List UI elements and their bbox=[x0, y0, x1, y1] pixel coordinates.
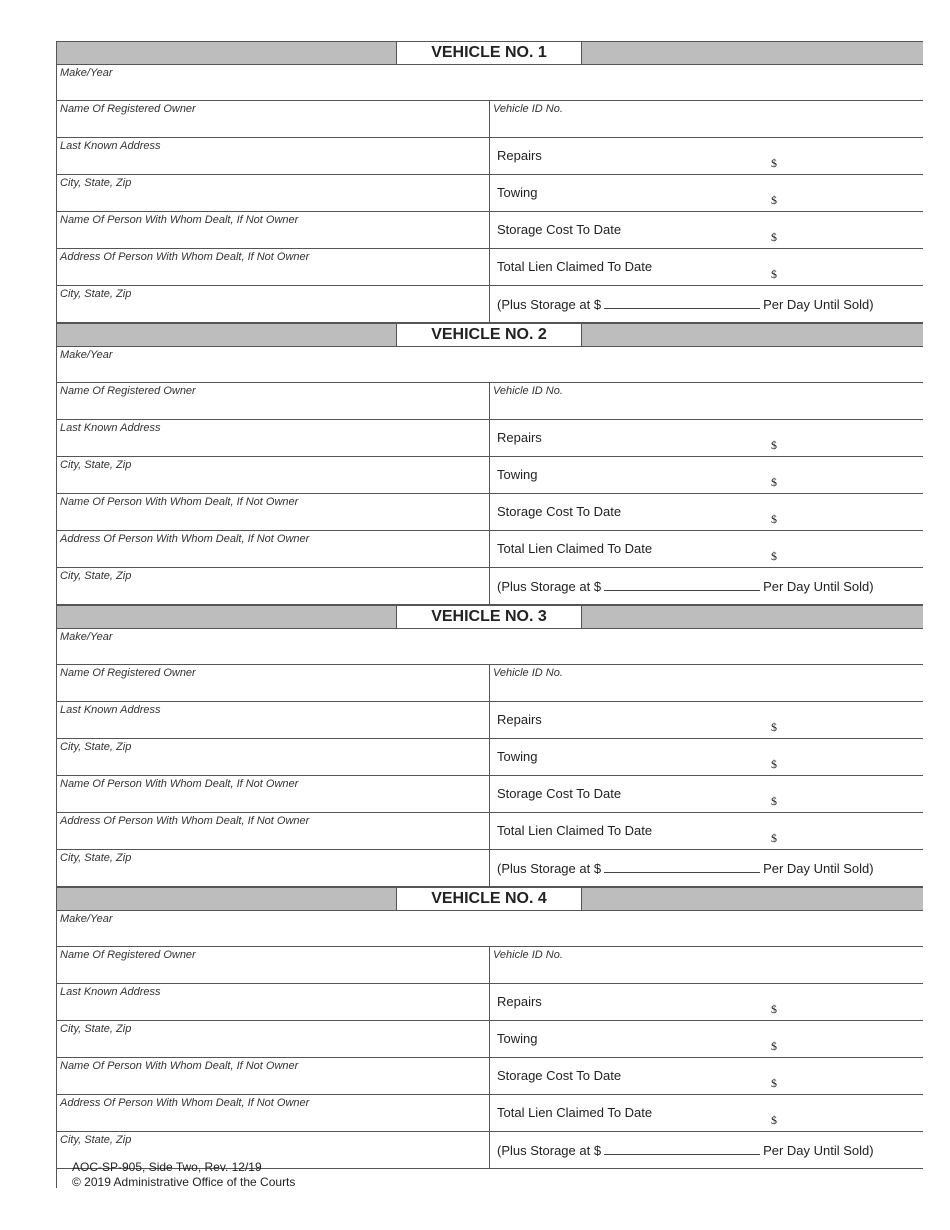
vehicle-header-bar bbox=[57, 41, 923, 65]
storage-cost-amount-field[interactable] bbox=[489, 776, 923, 812]
form-row bbox=[57, 249, 923, 286]
person-dealt-address-field[interactable] bbox=[57, 813, 489, 849]
plus-storage-suffix: Per Day Until Sold) bbox=[763, 1143, 874, 1158]
person-dealt-name-field[interactable] bbox=[57, 776, 489, 812]
vehicle-header-bar bbox=[57, 605, 923, 629]
total-lien-amount-field[interactable] bbox=[489, 531, 923, 567]
plus-storage-field bbox=[489, 1132, 923, 1168]
form-row bbox=[57, 175, 923, 212]
storage-cost-amount-field[interactable] bbox=[489, 1058, 923, 1094]
make-year-label: Make/Year bbox=[60, 913, 113, 925]
person-dealt-address-label: Address Of Person With Whom Dealt, If Not Owner bbox=[60, 1097, 310, 1109]
vehicle-id-field[interactable] bbox=[489, 947, 923, 983]
vehicle-title: VEHICLE NO. 2 bbox=[396, 324, 582, 346]
vehicle-id-label: Vehicle ID No. bbox=[493, 949, 563, 961]
last-known-address-label: Last Known Address bbox=[60, 140, 161, 152]
person-dealt-name-label: Name Of Person With Whom Dealt, If Not Owner bbox=[60, 1060, 299, 1072]
make-year-field[interactable] bbox=[57, 65, 923, 101]
person-dealt-name-label: Name Of Person With Whom Dealt, If Not Owner bbox=[60, 778, 299, 790]
person-dealt-address-label: Address Of Person With Whom Dealt, If Not Owner bbox=[60, 533, 310, 545]
person-dealt-address-field[interactable] bbox=[57, 249, 489, 285]
plus-storage-field bbox=[489, 286, 923, 322]
copyright: © 2019 Administrative Office of the Courts bbox=[72, 1175, 296, 1189]
person-dealt-address-field[interactable] bbox=[57, 531, 489, 567]
dollar-sign: $ bbox=[771, 1113, 777, 1127]
vehicle-title: VEHICLE NO. 4 bbox=[396, 888, 582, 910]
form-id: AOC-SP-905, Side Two, Rev. 12/19 bbox=[72, 1160, 262, 1174]
vehicle-id-label: Vehicle ID No. bbox=[493, 103, 563, 115]
owner-city-state-zip-label: City, State, Zip bbox=[60, 177, 132, 189]
plus-storage-text bbox=[497, 860, 874, 876]
plus-storage-prefix: (Plus Storage at $ bbox=[497, 579, 602, 594]
towing-label: Towing bbox=[497, 1031, 538, 1046]
dollar-sign: $ bbox=[771, 267, 777, 281]
dealt-city-state-zip-label: City, State, Zip bbox=[60, 288, 132, 300]
make-year-field[interactable] bbox=[57, 347, 923, 383]
vehicle-header-bar bbox=[57, 323, 923, 347]
person-dealt-name-field[interactable] bbox=[57, 212, 489, 248]
form-row bbox=[57, 739, 923, 776]
make-year-field[interactable] bbox=[57, 911, 923, 947]
storage-per-day-input[interactable] bbox=[604, 860, 760, 873]
plus-storage-text bbox=[497, 578, 874, 594]
storage-cost-amount-field[interactable] bbox=[489, 212, 923, 248]
storage-cost-amount-field[interactable] bbox=[489, 494, 923, 530]
form-row bbox=[57, 212, 923, 249]
form-row bbox=[57, 1021, 923, 1058]
total-lien-amount-field[interactable] bbox=[489, 813, 923, 849]
last-known-address-label: Last Known Address bbox=[60, 986, 161, 998]
plus-storage-field bbox=[489, 850, 923, 886]
dollar-sign: $ bbox=[771, 230, 777, 244]
make-year-label: Make/Year bbox=[60, 631, 113, 643]
storage-per-day-input[interactable] bbox=[604, 296, 760, 309]
person-dealt-address-label: Address Of Person With Whom Dealt, If Not Owner bbox=[60, 815, 310, 827]
form-row bbox=[57, 457, 923, 494]
make-year-label: Make/Year bbox=[60, 349, 113, 361]
plus-storage-text bbox=[497, 296, 874, 312]
total-lien-amount-field[interactable] bbox=[489, 1095, 923, 1131]
plus-storage-text bbox=[497, 1142, 874, 1158]
dollar-sign: $ bbox=[771, 794, 777, 808]
owner-city-state-zip-field[interactable] bbox=[57, 457, 489, 493]
form-row bbox=[57, 138, 923, 175]
form-row bbox=[57, 531, 923, 568]
storage-cost-label: Storage Cost To Date bbox=[497, 1068, 622, 1083]
plus-storage-suffix: Per Day Until Sold) bbox=[763, 297, 874, 312]
owner-name-label: Name Of Registered Owner bbox=[60, 949, 196, 961]
dollar-sign: $ bbox=[771, 549, 777, 563]
dollar-sign: $ bbox=[771, 720, 777, 734]
towing-label: Towing bbox=[497, 467, 538, 482]
form-row bbox=[57, 776, 923, 813]
form-row bbox=[57, 494, 923, 531]
towing-amount-field[interactable] bbox=[489, 739, 923, 775]
owner-city-state-zip-label: City, State, Zip bbox=[60, 459, 132, 471]
dollar-sign: $ bbox=[771, 475, 777, 489]
repairs-label: Repairs bbox=[497, 712, 542, 727]
owner-city-state-zip-field[interactable] bbox=[57, 1021, 489, 1057]
last-known-address-field[interactable] bbox=[57, 420, 489, 456]
vehicle-header-bar bbox=[57, 887, 923, 911]
total-lien-amount-field[interactable] bbox=[489, 249, 923, 285]
owner-name-label: Name Of Registered Owner bbox=[60, 103, 196, 115]
vehicle-id-label: Vehicle ID No. bbox=[493, 385, 563, 397]
dealt-city-state-zip-label: City, State, Zip bbox=[60, 570, 132, 582]
repairs-amount-field[interactable] bbox=[489, 138, 923, 174]
last-known-address-field[interactable] bbox=[57, 984, 489, 1020]
form-row bbox=[57, 702, 923, 739]
vehicle-id-field[interactable] bbox=[489, 665, 923, 701]
form-row bbox=[57, 850, 923, 887]
repairs-label: Repairs bbox=[497, 994, 542, 1009]
repairs-label: Repairs bbox=[497, 148, 542, 163]
form-row bbox=[57, 383, 923, 420]
dollar-sign: $ bbox=[771, 1002, 777, 1016]
dealt-city-state-zip-field[interactable] bbox=[57, 286, 489, 322]
plus-storage-prefix: (Plus Storage at $ bbox=[497, 297, 602, 312]
vehicle-section bbox=[57, 323, 923, 605]
vehicle-section bbox=[57, 887, 923, 1169]
form-footer bbox=[56, 1156, 357, 1188]
dollar-sign: $ bbox=[771, 757, 777, 771]
repairs-amount-field[interactable] bbox=[489, 984, 923, 1020]
storage-per-day-input[interactable] bbox=[604, 1142, 760, 1155]
vehicle-section bbox=[57, 41, 923, 323]
make-year-label: Make/Year bbox=[60, 67, 113, 79]
dollar-sign: $ bbox=[771, 1039, 777, 1053]
dealt-city-state-zip-field[interactable] bbox=[57, 850, 489, 886]
form-row bbox=[57, 1095, 923, 1132]
person-dealt-address-label: Address Of Person With Whom Dealt, If Not Owner bbox=[60, 251, 310, 263]
dollar-sign: $ bbox=[771, 156, 777, 170]
owner-name-field[interactable] bbox=[57, 101, 489, 137]
dollar-sign: $ bbox=[771, 438, 777, 452]
repairs-label: Repairs bbox=[497, 430, 542, 445]
person-dealt-name-field[interactable] bbox=[57, 1058, 489, 1094]
plus-storage-suffix: Per Day Until Sold) bbox=[763, 579, 874, 594]
dollar-sign: $ bbox=[771, 193, 777, 207]
storage-cost-label: Storage Cost To Date bbox=[497, 222, 622, 237]
vehicle-id-label: Vehicle ID No. bbox=[493, 667, 563, 679]
owner-name-field[interactable] bbox=[57, 665, 489, 701]
make-year-field[interactable] bbox=[57, 629, 923, 665]
plus-storage-prefix: (Plus Storage at $ bbox=[497, 1143, 602, 1158]
owner-name-label: Name Of Registered Owner bbox=[60, 667, 196, 679]
dollar-sign: $ bbox=[771, 512, 777, 526]
vehicle-id-field[interactable] bbox=[489, 383, 923, 419]
towing-amount-field[interactable] bbox=[489, 457, 923, 493]
repairs-amount-field[interactable] bbox=[489, 702, 923, 738]
total-lien-label: Total Lien Claimed To Date bbox=[497, 259, 653, 274]
total-lien-label: Total Lien Claimed To Date bbox=[497, 1105, 653, 1120]
owner-city-state-zip-field[interactable] bbox=[57, 175, 489, 211]
plus-storage-field bbox=[489, 568, 923, 604]
owner-name-field[interactable] bbox=[57, 947, 489, 983]
storage-cost-label: Storage Cost To Date bbox=[497, 504, 622, 519]
owner-city-state-zip-label: City, State, Zip bbox=[60, 741, 132, 753]
dollar-sign: $ bbox=[771, 831, 777, 845]
plus-storage-suffix: Per Day Until Sold) bbox=[763, 861, 874, 876]
form-row bbox=[57, 286, 923, 323]
dealt-city-state-zip-label: City, State, Zip bbox=[60, 1134, 132, 1146]
plus-storage-prefix: (Plus Storage at $ bbox=[497, 861, 602, 876]
last-known-address-label: Last Known Address bbox=[60, 704, 161, 716]
towing-label: Towing bbox=[497, 185, 538, 200]
dollar-sign: $ bbox=[771, 1076, 777, 1090]
owner-city-state-zip-label: City, State, Zip bbox=[60, 1023, 132, 1035]
last-known-address-label: Last Known Address bbox=[60, 422, 161, 434]
last-known-address-field[interactable] bbox=[57, 702, 489, 738]
repairs-amount-field[interactable] bbox=[489, 420, 923, 456]
storage-cost-label: Storage Cost To Date bbox=[497, 786, 622, 801]
person-dealt-name-label: Name Of Person With Whom Dealt, If Not Owner bbox=[60, 496, 299, 508]
vehicle-section bbox=[57, 605, 923, 887]
form-row bbox=[57, 665, 923, 702]
vehicle-id-field[interactable] bbox=[489, 101, 923, 137]
vehicle-title: VEHICLE NO. 1 bbox=[396, 42, 582, 64]
vehicle-lien-form bbox=[56, 41, 923, 1169]
person-dealt-name-field[interactable] bbox=[57, 494, 489, 530]
form-row bbox=[57, 984, 923, 1021]
vehicle-title: VEHICLE NO. 3 bbox=[396, 606, 582, 628]
towing-label: Towing bbox=[497, 749, 538, 764]
form-row bbox=[57, 568, 923, 605]
form-row bbox=[57, 813, 923, 850]
form-row bbox=[57, 1058, 923, 1095]
person-dealt-name-label: Name Of Person With Whom Dealt, If Not Owner bbox=[60, 214, 299, 226]
owner-name-label: Name Of Registered Owner bbox=[60, 385, 196, 397]
dealt-city-state-zip-label: City, State, Zip bbox=[60, 852, 132, 864]
towing-amount-field[interactable] bbox=[489, 1021, 923, 1057]
last-known-address-field[interactable] bbox=[57, 138, 489, 174]
total-lien-label: Total Lien Claimed To Date bbox=[497, 823, 653, 838]
owner-name-field[interactable] bbox=[57, 383, 489, 419]
form-row bbox=[57, 947, 923, 984]
form-row bbox=[57, 101, 923, 138]
storage-per-day-input[interactable] bbox=[604, 578, 760, 591]
person-dealt-address-field[interactable] bbox=[57, 1095, 489, 1131]
form-row bbox=[57, 420, 923, 457]
owner-city-state-zip-field[interactable] bbox=[57, 739, 489, 775]
total-lien-label: Total Lien Claimed To Date bbox=[497, 541, 653, 556]
dealt-city-state-zip-field[interactable] bbox=[57, 568, 489, 604]
towing-amount-field[interactable] bbox=[489, 175, 923, 211]
